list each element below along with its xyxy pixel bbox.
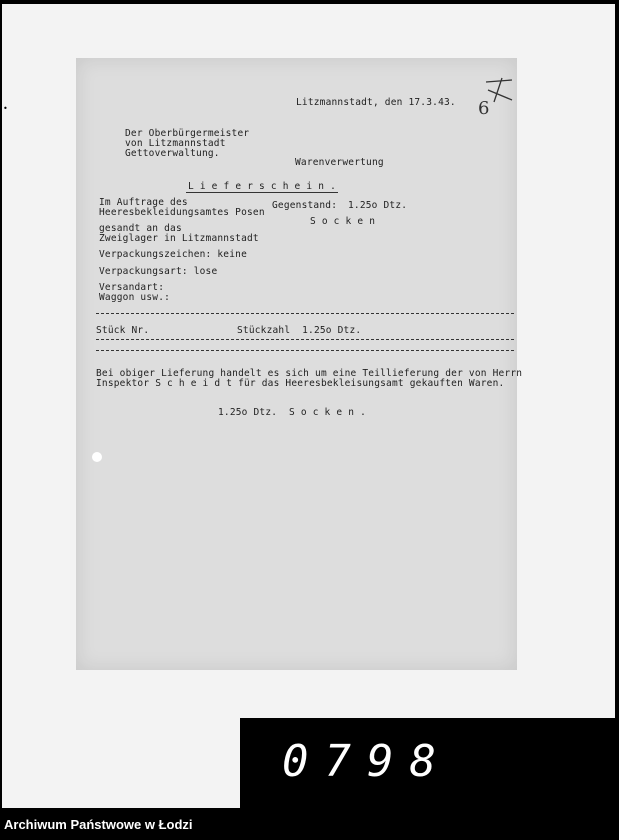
commission-line-1: Im Auftrage des [99, 197, 188, 208]
sender-line-3: Gettoverwaltung. [125, 148, 220, 159]
sender-line-2: von Litzmannstadt [125, 138, 226, 149]
sent-to-line-2: Zweiglager in Litzmannstadt [99, 233, 259, 244]
dashed-rule-top [96, 313, 514, 314]
summary-line: 1.25o Dtz. S o c k e n . [218, 407, 366, 418]
packing-type: Verpackungsart: lose [99, 266, 218, 277]
frame-counter-panel [240, 718, 615, 808]
subject-item: S o c k e n [310, 216, 376, 227]
department: Warenverwertung [295, 157, 384, 168]
archive-name: Archiwum Państwowe w Łodzi [4, 817, 193, 832]
punch-hole [92, 452, 102, 462]
commission-line-2: Heeresbekleidungsamtes Posen [99, 207, 265, 218]
folio-number: 6 [478, 98, 490, 119]
shipping-line-1: Versandart: [99, 282, 165, 293]
table-col-piece-count: Stückzahl 1.25o Dtz. [237, 325, 362, 336]
title-underline [186, 192, 338, 193]
document-title: L i e f e r s c h e i n . [188, 181, 336, 192]
sender-line-1: Der Oberbürgermeister [125, 128, 250, 139]
dashed-rule-bottom [96, 350, 514, 351]
subject-label: Gegenstand: [272, 200, 338, 211]
body-line-2: Inspektor S c h e i d t für das Heeresbekleisungsamt gekauften Waren. [96, 378, 505, 389]
body-line-1: Bei obiger Lieferung handelt es sich um eine Teillieferung der von Herrn [96, 368, 523, 379]
place-date: Litzmannstadt, den 17.3.43. [296, 97, 456, 108]
sent-to-line-1: gesandt an das [99, 223, 182, 234]
dashed-rule-mid [96, 339, 514, 340]
shipping-line-2: Waggon usw.: [99, 292, 171, 303]
handwritten-mark [482, 76, 518, 106]
table-col-piece-no: Stück Nr. [96, 325, 150, 336]
frame-number: 0798 [282, 736, 452, 787]
edge-mark: • [3, 104, 8, 113]
subject-quantity: 1.25o Dtz. [348, 200, 408, 211]
packing-marks: Verpackungszeichen: keine [99, 249, 247, 260]
archive-footer [0, 808, 619, 840]
